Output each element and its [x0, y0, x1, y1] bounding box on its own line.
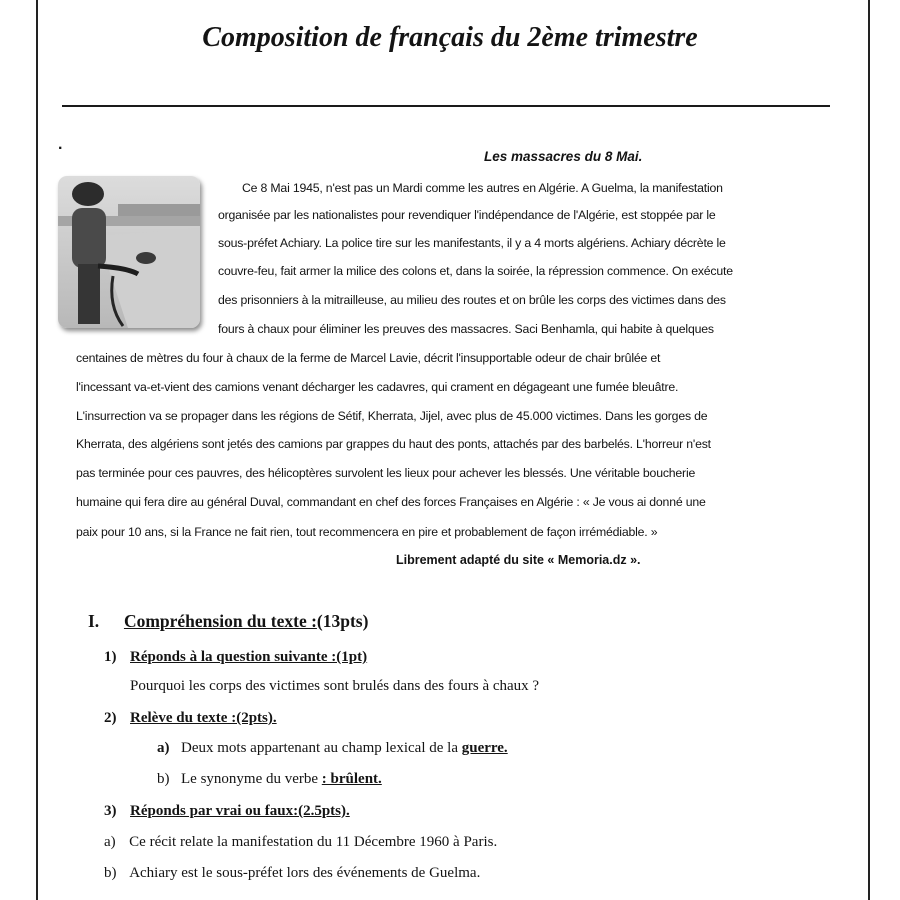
question-number: 1) [104, 649, 117, 665]
question-label: Réponds par vrai ou faux:(2.5pts). [130, 803, 350, 819]
source-citation: Librement adapté du site « Memoria.dz ». [396, 553, 641, 567]
page-title: Composition de français du 2ème trimestre [202, 22, 698, 53]
paragraph-line: l'incessant va-et-vient des camions venant décharger les cadavres, qui crament en dégageant une fumée bleuâtre. [76, 380, 679, 394]
title-rule [62, 105, 830, 107]
item-text: Ce récit relate la manifestation du 11 Décembre 1960 à Paris. [129, 834, 498, 850]
section-number: I. [88, 611, 100, 631]
historical-photo [58, 176, 200, 328]
true-false-item [104, 865, 480, 882]
paragraph-line: sous-préfet Achiary. La police tire sur les manifestants, il y a 4 morts algériens. Achiary décrète le [218, 236, 726, 250]
paragraph-line: L'insurrection va se propager dans les régions de Sétif, Kherrata, Jijel, avec plus de 45.000 victimes. Dans les gorges de [76, 409, 708, 423]
item-letter: a) [104, 834, 116, 850]
item-text: Deux mots appartenant au champ lexical de la [181, 740, 462, 756]
paragraph-line: organisée par les nationalistes pour revendiquer l'indépendance de l'Algérie, est stoppée par le [218, 208, 716, 222]
item-letter: b) [157, 771, 170, 787]
section-points: (13pts) [316, 611, 369, 631]
page-border-right [868, 0, 870, 900]
bullet-dot: . [58, 136, 63, 153]
paragraph-line: centaines de mètres du four à chaux de la ferme de Marcel Lavie, décrit l'insupportable odeur de chair brûlée et [76, 351, 661, 365]
item-keyword: : brûlent. [321, 771, 382, 787]
paragraph-line: couvre-feu, fait armer la milice des colons et, dans la soirée, la répression commence. On exécute [218, 264, 733, 278]
section-heading [88, 611, 368, 632]
item-text: Achiary est le sous-préfet lors des événements de Guelma. [129, 865, 481, 881]
question-1-text: Pourquoi les corps des victimes sont brulés dans des fours à chaux ? [130, 678, 540, 694]
question-2-heading [104, 710, 277, 727]
question-label: Réponds à la question suivante :(1pt) [130, 649, 368, 665]
question-2a [157, 740, 508, 757]
text-title: Les massacres du 8 Mai. [484, 149, 643, 164]
question-1-heading [104, 649, 367, 666]
item-text: Le synonyme du verbe [181, 771, 322, 787]
paragraph-line: paix pour 10 ans, si la France ne fait rien, tout recommencera en pire et probablement de façon irrémédiable. » [76, 525, 658, 539]
question-3-heading [104, 803, 350, 820]
question-2b [157, 771, 382, 788]
item-letter: a) [157, 740, 170, 756]
item-keyword: guerre. [461, 740, 508, 756]
section-title: Compréhension du texte : [123, 611, 317, 631]
paragraph-line: pas terminée pour ces pauvres, des hélicoptères survolent les lieux pour achever les blessés. Une véritable boucherie [76, 466, 696, 480]
question-number: 3) [104, 803, 117, 819]
paragraph-line: Ce 8 Mai 1945, n'est pas un Mardi comme les autres en Algérie. A Guelma, la manifestation [242, 181, 723, 195]
paragraph-line: fours à chaux pour éliminer les preuves des massacres. Saci Benhamla, qui habite à quelques [218, 322, 714, 336]
paragraph-line: Kherrata, des algériens sont jetés des camions par grappes du haut des ponts, attachés par des barbelés. L'horreur n'est [76, 437, 711, 451]
paragraph-line: humaine qui fera dire au général Duval, commandant en chef des forces Françaises en Algérie : « Je vous ai donné une [76, 495, 706, 509]
true-false-item [104, 834, 497, 851]
page-border-left [36, 0, 38, 900]
paragraph-line: des prisonniers à la mitrailleuse, au milieu des routes et on brûle les corps des victimes dans des [218, 293, 726, 307]
item-letter: b) [104, 865, 117, 881]
question-label: Relève du texte :(2pts). [130, 710, 277, 726]
question-number: 2) [104, 710, 117, 726]
